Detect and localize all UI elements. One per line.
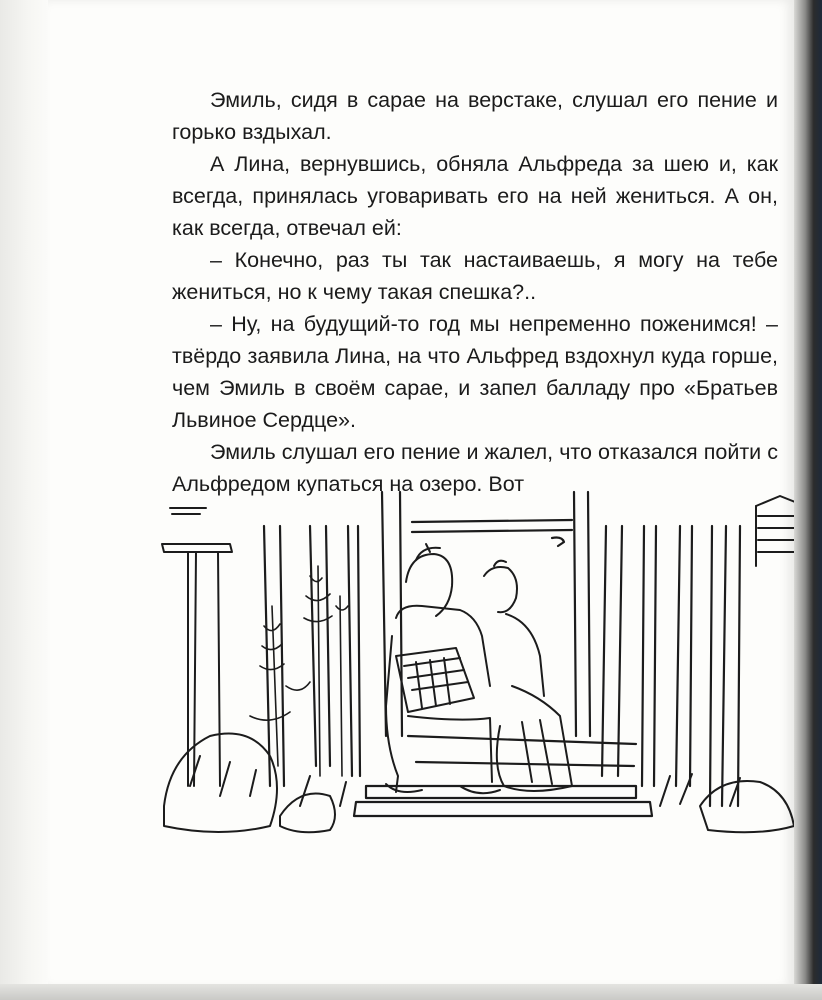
porch-illustration xyxy=(160,486,800,858)
page-text xyxy=(172,84,778,500)
book-gutter xyxy=(0,0,48,1000)
left-fence xyxy=(264,526,360,786)
paragraph-3: – Конечно, раз ты так настаиваешь, я могу на тебе жениться, но к чему такая спешка?.. xyxy=(172,248,778,304)
paragraph-2: А Лина, вернувшись, обняла Альфреда за шею и, как всегда, принялась уговаривать его на ней жениться. А он, как всегда, отвечал ей: xyxy=(172,152,778,240)
book-edge-shadow xyxy=(794,0,822,1000)
illustration-drawing xyxy=(160,486,800,858)
paragraph-1: Эмиль, сидя в сарае на верстаке, слушал его пение и горько вздыхал. xyxy=(172,88,778,144)
right-fence xyxy=(602,526,740,806)
paragraph-5: Эмиль слушал его пение и жалел, что отказался пойти с Альфредом купаться на озеро. Вот xyxy=(172,440,778,496)
door-frame xyxy=(382,492,590,736)
paragraph-4: – Ну, на будущий-то год мы непременно поженимся! – твёрдо заявила Лина, на что Альфред вздохнул куда горше, чем Эмиль в своём сарае, и запел балладу про «Братьев Львиное Сердце». xyxy=(172,312,778,432)
rocks-and-grass xyxy=(164,734,794,833)
alfred-figure xyxy=(386,544,500,793)
lina-figure xyxy=(484,561,572,791)
page-bottom-edge xyxy=(0,984,822,1000)
